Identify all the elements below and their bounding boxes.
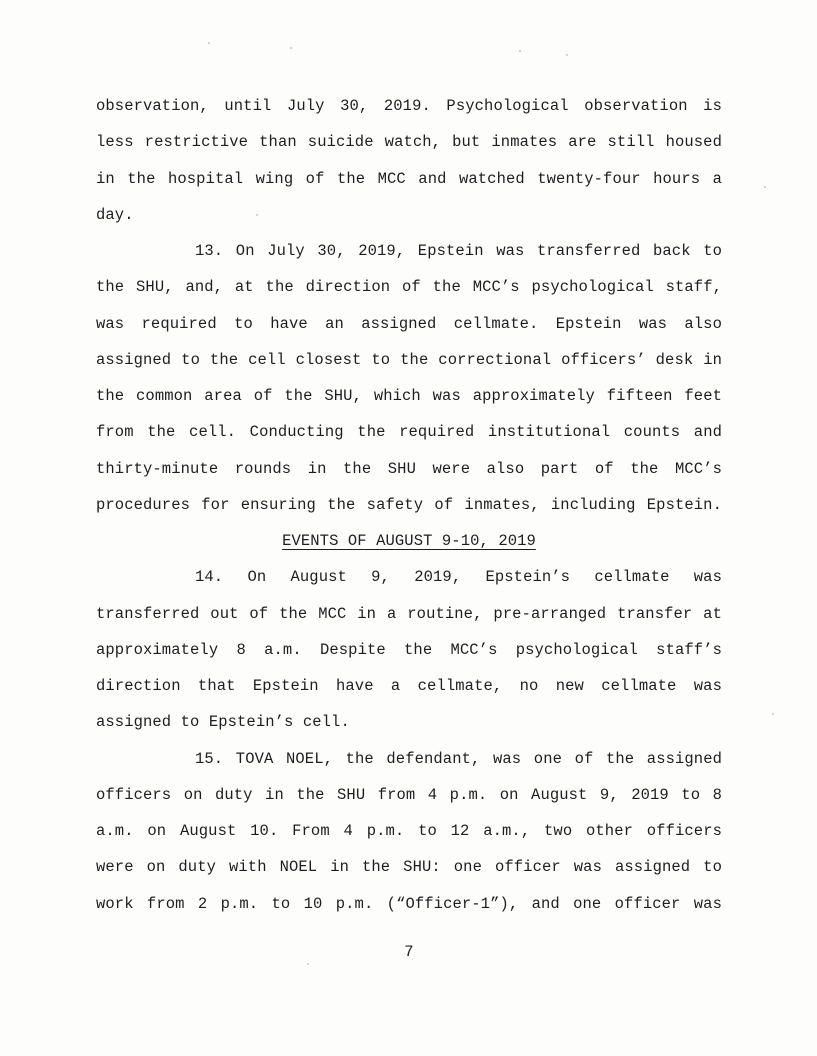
- paragraph-14: [96, 559, 722, 740]
- section-heading-text: EVENTS OF AUGUST 9-10, 2019: [282, 532, 536, 550]
- scan-artifact: [566, 54, 568, 56]
- text-line: direction that Epstein have a cellmate, no new cellmate was: [96, 677, 722, 695]
- text-line: approximately 8 a.m. Despite the MCC’s psychological staff’s: [96, 640, 722, 659]
- text-line: day.: [96, 205, 134, 224]
- text-line: transferred out of the MCC in a routine, pre-arranged transfer at: [96, 604, 722, 623]
- text-line: the common area of the SHU, which was approximately fifteen feet: [96, 387, 722, 405]
- text-line: less restrictive than suicide watch, but inmates are still housed: [96, 133, 722, 152]
- scan-artifact: [772, 713, 774, 715]
- paragraph-13: [96, 233, 722, 523]
- text-line: observation, until July 30, 2019. Psychological observation is: [96, 97, 722, 115]
- text-line: the SHU, and, at the direction of the MCC’s psychological staff,: [96, 278, 722, 297]
- paragraph-intro-continued: [96, 88, 722, 233]
- text-line: assigned to Epstein’s cell.: [96, 713, 350, 732]
- text-line: from the cell. Conducting the required institutional counts and: [96, 423, 722, 442]
- text-line: a.m. on August 10. From 4 p.m. to 12 a.m., two other officers: [96, 822, 722, 840]
- text-line: work from 2 p.m. to 10 p.m. (“Officer-1”), and one officer was: [96, 894, 722, 913]
- scan-artifact: [290, 47, 292, 49]
- text-line: 14. On August 9, 2019, Epstein’s cellmate was: [195, 568, 722, 587]
- text-line: procedures for ensuring the safety of inmates, including Epstein.: [96, 495, 722, 514]
- scan-artifact: [764, 186, 766, 188]
- text-line: 15. TOVA NOEL, the defendant, was one of the assigned: [195, 749, 722, 768]
- section-heading: [96, 523, 722, 559]
- text-line: 13. On July 30, 2019, Epstein was transferred back to: [195, 242, 722, 260]
- scan-artifact: [208, 42, 210, 44]
- text-line: thirty-minute rounds in the SHU were also part of the MCC’s: [96, 459, 722, 478]
- paragraph-15: [96, 741, 722, 922]
- text-line: officers on duty in the SHU from 4 p.m. on August 9, 2019 to 8: [96, 785, 722, 804]
- text-line: was required to have an assigned cellmate. Epstein was also: [96, 314, 722, 333]
- document-body: [96, 88, 722, 970]
- text-line: in the hospital wing of the MCC and watched twenty-four hours a: [96, 169, 722, 188]
- text-line: assigned to the cell closest to the correctional officers’ desk in: [96, 350, 722, 369]
- scan-artifact: [519, 50, 521, 52]
- page-number: 7: [404, 942, 414, 961]
- text-line: were on duty with NOEL in the SHU: one officer was assigned to: [96, 858, 722, 877]
